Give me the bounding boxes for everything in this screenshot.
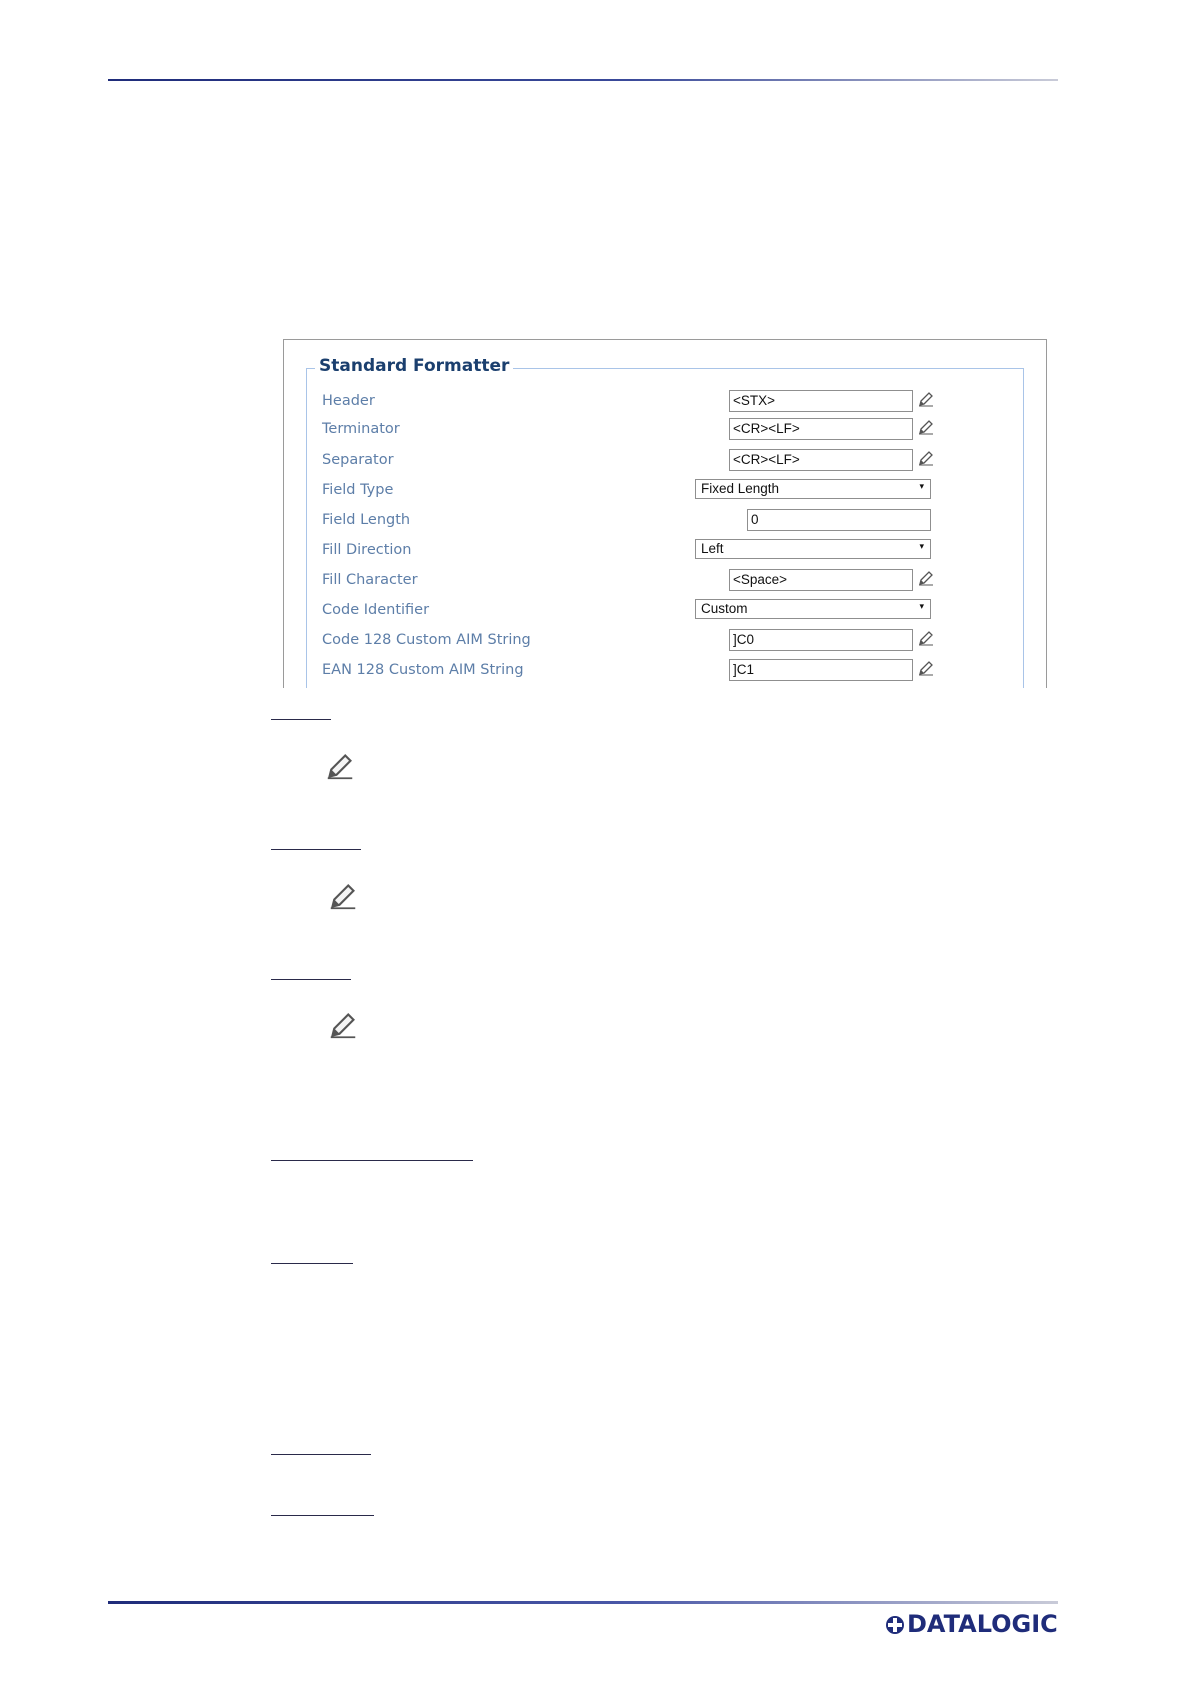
pencil-icon xyxy=(329,882,359,912)
ean128-aim-pencil-icon[interactable] xyxy=(918,660,936,678)
fill-direction-select[interactable] xyxy=(695,539,931,559)
field-length-input[interactable]: 0 xyxy=(747,509,931,531)
row-fill-character xyxy=(284,569,1047,595)
fill-direction-label: Fill Direction xyxy=(322,542,412,558)
chevron-down-icon: ▾ xyxy=(919,541,924,551)
fill-direction-value: Left xyxy=(701,541,724,556)
field-type-select[interactable] xyxy=(695,479,931,499)
row-code128-aim xyxy=(284,629,1047,655)
field-type-value: Fixed Length xyxy=(701,481,780,496)
fill-character-pencil-icon[interactable] xyxy=(918,570,936,588)
terminator-link[interactable] xyxy=(271,849,361,850)
code128-aim-label: Code 128 Custom AIM String xyxy=(322,632,531,648)
datalogic-logo-icon xyxy=(885,1615,905,1635)
ean128-aim-label: EAN 128 Custom AIM String xyxy=(322,662,524,678)
header-label: Header xyxy=(322,393,375,409)
row-separator xyxy=(284,449,1047,475)
row-terminator xyxy=(284,418,1047,444)
header-link[interactable] xyxy=(271,719,331,720)
row-code-identifier xyxy=(284,599,1047,625)
code-identifier-select[interactable] xyxy=(695,599,931,619)
separator-pencil-icon[interactable] xyxy=(918,450,936,468)
datalogic-logo-text: DATALOGIC xyxy=(907,1610,1058,1638)
code-identifier-label: Code Identifier xyxy=(322,602,430,618)
separator-input[interactable]: <CR><LF> xyxy=(729,449,913,471)
field-length-label: Field Length xyxy=(322,512,411,528)
row-field-type xyxy=(284,479,1047,505)
chevron-down-icon: ▾ xyxy=(919,601,924,611)
datalogic-logo xyxy=(883,1609,1059,1639)
fill-character-label: Fill Character xyxy=(322,572,418,588)
code128-aim-input[interactable]: ]C0 xyxy=(729,629,913,651)
field-type-label: Field Type xyxy=(322,482,394,498)
pencil-icon xyxy=(326,752,356,782)
header-input[interactable]: <STX> xyxy=(729,390,913,412)
code128-aim-pencil-icon[interactable] xyxy=(918,630,936,648)
footer-rule xyxy=(108,1601,1058,1604)
field-type-link[interactable] xyxy=(271,1160,473,1161)
chevron-down-icon: ▾ xyxy=(919,481,924,491)
field-length-link[interactable] xyxy=(271,1263,353,1264)
ean128-aim-input[interactable]: ]C1 xyxy=(729,659,913,681)
header-rule xyxy=(108,79,1058,81)
standard-formatter-legend: Standard Formatter xyxy=(315,356,513,376)
row-field-length xyxy=(284,509,1047,535)
terminator-input[interactable]: <CR><LF> xyxy=(729,418,913,440)
standard-formatter-panel xyxy=(283,339,1047,688)
terminator-pencil-icon[interactable] xyxy=(918,419,936,437)
fill-direction-link[interactable] xyxy=(271,1454,371,1455)
separator-label: Separator xyxy=(322,452,394,468)
pencil-icon xyxy=(329,1011,359,1041)
row-ean128-aim xyxy=(284,659,1047,685)
fill-character-link[interactable] xyxy=(271,1515,374,1516)
terminator-label: Terminator xyxy=(322,421,400,437)
fill-character-input[interactable]: <Space> xyxy=(729,569,913,591)
row-fill-direction xyxy=(284,539,1047,565)
code-identifier-value: Custom xyxy=(701,601,748,616)
separator-link[interactable] xyxy=(271,979,351,980)
row-header xyxy=(284,390,1047,416)
header-pencil-icon[interactable] xyxy=(918,391,936,409)
